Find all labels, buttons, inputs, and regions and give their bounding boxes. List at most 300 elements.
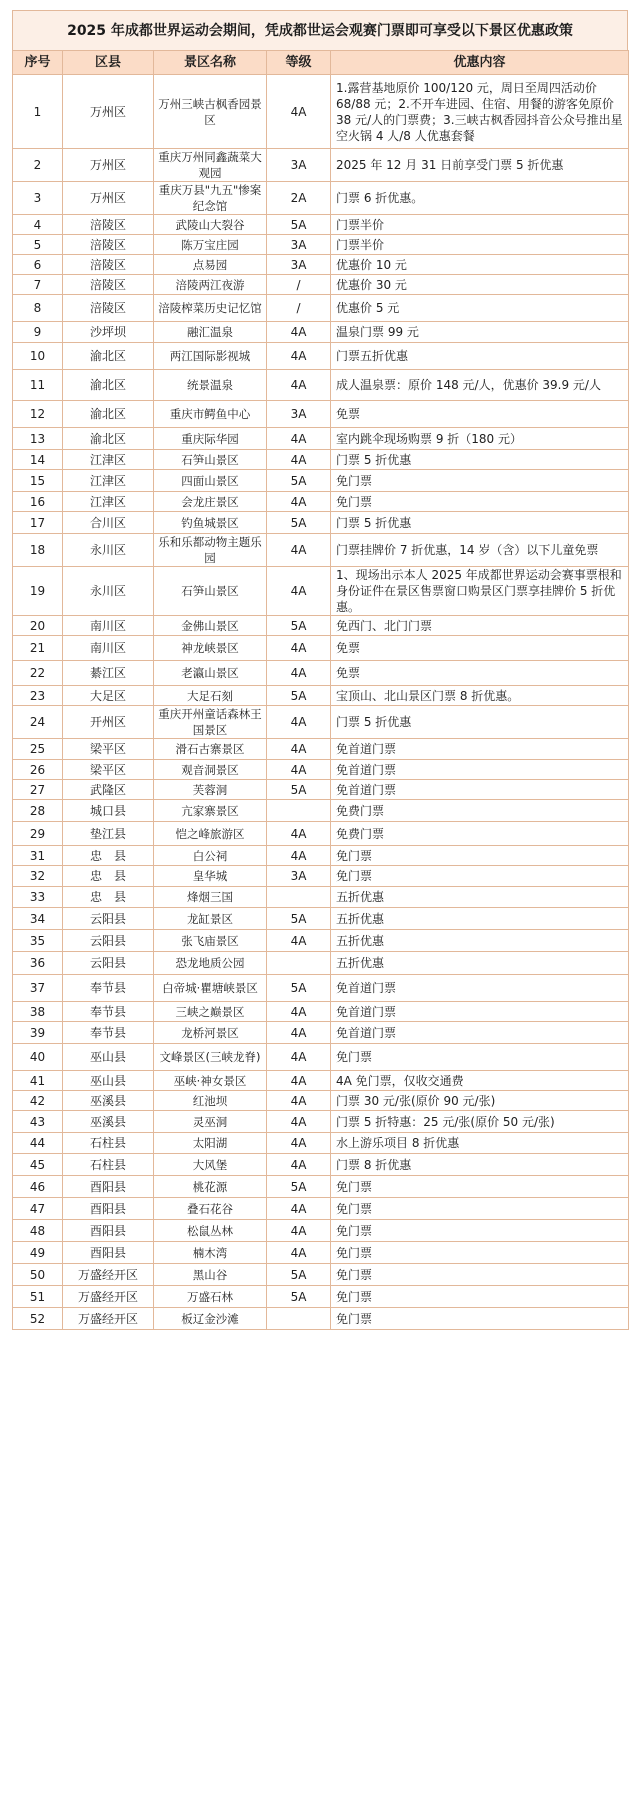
table-row: [13, 739, 629, 760]
cell-district: 巫山县: [63, 1071, 154, 1091]
cell-offer: 门票 30 元/张(原价 90 元/张): [331, 1091, 629, 1111]
header-scenic-name: 景区名称: [154, 51, 267, 75]
cell-level: 4A: [267, 636, 331, 661]
table-row: [13, 534, 629, 567]
cell-district: 酉阳县: [63, 1242, 154, 1264]
cell-offer: 五折优惠: [331, 952, 629, 975]
cell-offer: 门票 5 折优惠: [331, 512, 629, 534]
cell-no: 7: [13, 275, 63, 295]
cell-offer: 4A 免门票，仅收交通费: [331, 1071, 629, 1091]
cell-level: 3A: [267, 235, 331, 255]
cell-no: 32: [13, 866, 63, 887]
cell-level: 2A: [267, 182, 331, 215]
header-offer: 优惠内容: [331, 51, 629, 75]
table-row: [13, 760, 629, 780]
cell-level: 4A: [267, 1044, 331, 1071]
cell-offer: 免门票: [331, 1264, 629, 1286]
cell-no: 29: [13, 822, 63, 846]
cell-level: /: [267, 295, 331, 322]
cell-level: 5A: [267, 1264, 331, 1286]
cell-level: 4A: [267, 930, 331, 952]
cell-level: 4A: [267, 1091, 331, 1111]
cell-no: 20: [13, 616, 63, 636]
table-row: [13, 492, 629, 512]
cell-level: 4A: [267, 822, 331, 846]
cell-no: 24: [13, 706, 63, 739]
cell-scenic-name: 石笋山景区: [154, 450, 267, 470]
cell-level: /: [267, 275, 331, 295]
cell-offer: 门票 5 折特惠：25 元/张(原价 50 元/张): [331, 1111, 629, 1133]
cell-level: 4A: [267, 450, 331, 470]
cell-no: 12: [13, 401, 63, 428]
cell-no: 42: [13, 1091, 63, 1111]
cell-district: 武隆区: [63, 780, 154, 800]
table-row: [13, 1022, 629, 1044]
cell-no: 39: [13, 1022, 63, 1044]
table-row: [13, 1154, 629, 1176]
cell-offer: 免首道门票: [331, 739, 629, 760]
cell-scenic-name: 黑山谷: [154, 1264, 267, 1286]
cell-offer: 免门票: [331, 1286, 629, 1308]
cell-district: 忠 县: [63, 887, 154, 908]
cell-offer: 门票 6 折优惠。: [331, 182, 629, 215]
cell-offer: 免门票: [331, 1044, 629, 1071]
cell-offer: 优惠价 30 元: [331, 275, 629, 295]
cell-scenic-name: 恺之峰旅游区: [154, 822, 267, 846]
cell-offer: 免门票: [331, 492, 629, 512]
cell-offer: 温泉门票 99 元: [331, 322, 629, 343]
table-row: [13, 636, 629, 661]
cell-scenic-name: 老瀛山景区: [154, 661, 267, 686]
cell-offer: 免费门票: [331, 800, 629, 822]
cell-scenic-name: 融汇温泉: [154, 322, 267, 343]
cell-no: 2: [13, 149, 63, 182]
cell-offer: 免西门、北门门票: [331, 616, 629, 636]
cell-scenic-name: 红池坝: [154, 1091, 267, 1111]
cell-no: 3: [13, 182, 63, 215]
cell-district: 渝北区: [63, 428, 154, 450]
cell-no: 36: [13, 952, 63, 975]
cell-district: 渝北区: [63, 370, 154, 401]
cell-offer: 门票挂牌价 7 折优惠，14 岁（含）以下儿童免票: [331, 534, 629, 567]
cell-scenic-name: 龙桥河景区: [154, 1022, 267, 1044]
cell-scenic-name: 观音洞景区: [154, 760, 267, 780]
cell-district: 梁平区: [63, 760, 154, 780]
cell-no: 33: [13, 887, 63, 908]
cell-level: 4A: [267, 661, 331, 686]
cell-level: 4A: [267, 1111, 331, 1133]
table-row: [13, 975, 629, 1002]
cell-no: 14: [13, 450, 63, 470]
table-row: [13, 401, 629, 428]
cell-level: [267, 952, 331, 975]
cell-scenic-name: 两江国际影视城: [154, 343, 267, 370]
cell-district: 酉阳县: [63, 1220, 154, 1242]
cell-offer: 门票五折优惠: [331, 343, 629, 370]
cell-no: 31: [13, 846, 63, 866]
table-row: [13, 800, 629, 822]
cell-level: 4A: [267, 567, 331, 616]
cell-scenic-name: 四面山景区: [154, 470, 267, 492]
cell-scenic-name: 灵巫洞: [154, 1111, 267, 1133]
cell-scenic-name: 巫峡·神女景区: [154, 1071, 267, 1091]
cell-no: 23: [13, 686, 63, 706]
cell-scenic-name: 钓鱼城景区: [154, 512, 267, 534]
cell-district: 南川区: [63, 636, 154, 661]
table-title: 2025 年成都世界运动会期间，凭成都世运会观赛门票即可享受以下景区优惠政策: [12, 10, 628, 50]
cell-level: [267, 887, 331, 908]
cell-no: 34: [13, 908, 63, 930]
table-row: [13, 661, 629, 686]
cell-no: 35: [13, 930, 63, 952]
cell-scenic-name: 武陵山大裂谷: [154, 215, 267, 235]
cell-district: 万盛经开区: [63, 1308, 154, 1330]
cell-district: 南川区: [63, 616, 154, 636]
cell-level: 4A: [267, 75, 331, 149]
cell-level: 4A: [267, 322, 331, 343]
cell-district: 巫溪县: [63, 1091, 154, 1111]
cell-district: 奉节县: [63, 1002, 154, 1022]
cell-level: 3A: [267, 866, 331, 887]
cell-district: 忠 县: [63, 866, 154, 887]
cell-level: 4A: [267, 1071, 331, 1091]
table-row: [13, 450, 629, 470]
cell-scenic-name: 滑石古寨景区: [154, 739, 267, 760]
cell-scenic-name: 白帝城·瞿塘峡景区: [154, 975, 267, 1002]
cell-district: 江津区: [63, 450, 154, 470]
cell-offer: 免门票: [331, 846, 629, 866]
cell-offer: 五折优惠: [331, 930, 629, 952]
cell-offer: 门票 5 折优惠: [331, 706, 629, 739]
cell-scenic-name: 重庆开州童话森林王国景区: [154, 706, 267, 739]
cell-offer: 免门票: [331, 1220, 629, 1242]
cell-offer: 免门票: [331, 866, 629, 887]
cell-scenic-name: 涪陵榨菜历史记忆馆: [154, 295, 267, 322]
cell-level: 4A: [267, 1198, 331, 1220]
cell-offer: 免票: [331, 636, 629, 661]
cell-scenic-name: 万州三峡古枫香园景区: [154, 75, 267, 149]
cell-district: 万州区: [63, 182, 154, 215]
table-row: [13, 1071, 629, 1091]
cell-offer: 五折优惠: [331, 887, 629, 908]
cell-district: 城口县: [63, 800, 154, 822]
cell-scenic-name: 重庆际华园: [154, 428, 267, 450]
table-row: [13, 1133, 629, 1154]
cell-district: 涪陵区: [63, 235, 154, 255]
table-row: [13, 215, 629, 235]
cell-district: 永川区: [63, 534, 154, 567]
cell-no: 27: [13, 780, 63, 800]
cell-level: 4A: [267, 706, 331, 739]
table-row: [13, 275, 629, 295]
cell-offer: 成人温泉票：原价 148 元/人，优惠价 39.9 元/人: [331, 370, 629, 401]
table-row: [13, 1002, 629, 1022]
cell-no: 8: [13, 295, 63, 322]
cell-no: 26: [13, 760, 63, 780]
table-row: [13, 295, 629, 322]
cell-district: 巫溪县: [63, 1111, 154, 1133]
cell-district: 涪陵区: [63, 255, 154, 275]
cell-level: 4A: [267, 343, 331, 370]
cell-no: 52: [13, 1308, 63, 1330]
cell-offer: 门票 8 折优惠: [331, 1154, 629, 1176]
table-row: [13, 370, 629, 401]
cell-district: 万盛经开区: [63, 1264, 154, 1286]
cell-no: 1: [13, 75, 63, 149]
cell-offer: 免首道门票: [331, 975, 629, 1002]
cell-district: 綦江区: [63, 661, 154, 686]
cell-level: 5A: [267, 1176, 331, 1198]
cell-offer: 免门票: [331, 1308, 629, 1330]
cell-district: 永川区: [63, 567, 154, 616]
table-row: [13, 1220, 629, 1242]
table-row: [13, 1198, 629, 1220]
table-row: [13, 780, 629, 800]
cell-district: 云阳县: [63, 952, 154, 975]
cell-scenic-name: 会龙庄景区: [154, 492, 267, 512]
cell-offer: 五折优惠: [331, 908, 629, 930]
cell-district: 沙坪坝: [63, 322, 154, 343]
cell-no: 40: [13, 1044, 63, 1071]
table-row: [13, 1044, 629, 1071]
cell-district: 万盛经开区: [63, 1286, 154, 1308]
cell-no: 37: [13, 975, 63, 1002]
table-row: [13, 908, 629, 930]
table-row: [13, 616, 629, 636]
header-no: 序号: [13, 51, 63, 75]
cell-no: 4: [13, 215, 63, 235]
table-row: [13, 567, 629, 616]
cell-offer: 免票: [331, 661, 629, 686]
table-row: [13, 255, 629, 275]
cell-scenic-name: 烽烟三国: [154, 887, 267, 908]
cell-scenic-name: 亢家寨景区: [154, 800, 267, 822]
cell-offer: 水上游乐项目 8 折优惠: [331, 1133, 629, 1154]
table-row: [13, 952, 629, 975]
cell-no: 38: [13, 1002, 63, 1022]
policy-table-sheet: [12, 10, 628, 1795]
table-row: [13, 822, 629, 846]
cell-scenic-name: 楠木湾: [154, 1242, 267, 1264]
cell-level: 4A: [267, 1002, 331, 1022]
offer-table: [12, 50, 629, 1330]
cell-district: 石柱县: [63, 1154, 154, 1176]
cell-no: 15: [13, 470, 63, 492]
table-row: [13, 322, 629, 343]
cell-scenic-name: 皇华城: [154, 866, 267, 887]
cell-level: 4A: [267, 1154, 331, 1176]
header-district: 区县: [63, 51, 154, 75]
cell-district: 涪陵区: [63, 275, 154, 295]
cell-offer: 免费门票: [331, 822, 629, 846]
table-row: [13, 182, 629, 215]
cell-scenic-name: 万盛石林: [154, 1286, 267, 1308]
cell-no: 21: [13, 636, 63, 661]
cell-offer: 免首道门票: [331, 1002, 629, 1022]
cell-district: 开州区: [63, 706, 154, 739]
cell-scenic-name: 白公祠: [154, 846, 267, 866]
cell-no: 19: [13, 567, 63, 616]
cell-no: 45: [13, 1154, 63, 1176]
cell-scenic-name: 神龙峡景区: [154, 636, 267, 661]
cell-offer: 优惠价 10 元: [331, 255, 629, 275]
cell-level: 4A: [267, 846, 331, 866]
table-row: [13, 343, 629, 370]
cell-level: 4A: [267, 760, 331, 780]
cell-district: 巫山县: [63, 1044, 154, 1071]
cell-level: 4A: [267, 1220, 331, 1242]
table-row: [13, 1286, 629, 1308]
cell-no: 48: [13, 1220, 63, 1242]
cell-district: 渝北区: [63, 401, 154, 428]
cell-no: 51: [13, 1286, 63, 1308]
cell-level: [267, 800, 331, 822]
cell-scenic-name: 重庆市鳄鱼中心: [154, 401, 267, 428]
cell-district: 酉阳县: [63, 1176, 154, 1198]
cell-level: 4A: [267, 370, 331, 401]
cell-district: 涪陵区: [63, 295, 154, 322]
table-row: [13, 75, 629, 149]
cell-no: 43: [13, 1111, 63, 1133]
cell-level: 5A: [267, 470, 331, 492]
cell-offer: 免首道门票: [331, 780, 629, 800]
table-row: [13, 1111, 629, 1133]
cell-no: 50: [13, 1264, 63, 1286]
cell-district: 酉阳县: [63, 1198, 154, 1220]
cell-offer: 免首道门票: [331, 760, 629, 780]
table-row: [13, 866, 629, 887]
table-row: [13, 470, 629, 492]
cell-scenic-name: 点易园: [154, 255, 267, 275]
cell-no: 28: [13, 800, 63, 822]
cell-offer: 室内跳伞现场购票 9 折（180 元）: [331, 428, 629, 450]
cell-no: 9: [13, 322, 63, 343]
cell-district: 涪陵区: [63, 215, 154, 235]
cell-level: 4A: [267, 1133, 331, 1154]
table-row: [13, 686, 629, 706]
table-row: [13, 846, 629, 866]
cell-offer: 宝顶山、北山景区门票 8 折优惠。: [331, 686, 629, 706]
cell-offer: 门票半价: [331, 215, 629, 235]
cell-district: 江津区: [63, 492, 154, 512]
cell-level: [267, 1308, 331, 1330]
cell-district: 石柱县: [63, 1133, 154, 1154]
cell-scenic-name: 太阳湖: [154, 1133, 267, 1154]
cell-level: 4A: [267, 1242, 331, 1264]
cell-offer: 2025 年 12 月 31 日前享受门票 5 折优惠: [331, 149, 629, 182]
cell-level: 5A: [267, 780, 331, 800]
cell-offer: 门票半价: [331, 235, 629, 255]
table-row: [13, 1091, 629, 1111]
table-row: [13, 512, 629, 534]
cell-scenic-name: 张飞庙景区: [154, 930, 267, 952]
cell-no: 49: [13, 1242, 63, 1264]
table-row: [13, 1242, 629, 1264]
cell-level: 5A: [267, 686, 331, 706]
cell-scenic-name: 涪陵两江夜游: [154, 275, 267, 295]
cell-scenic-name: 龙缸景区: [154, 908, 267, 930]
cell-district: 云阳县: [63, 930, 154, 952]
cell-level: 5A: [267, 215, 331, 235]
cell-district: 忠 县: [63, 846, 154, 866]
table-row: [13, 930, 629, 952]
cell-scenic-name: 统景温泉: [154, 370, 267, 401]
cell-offer: 免票: [331, 401, 629, 428]
table-row: [13, 235, 629, 255]
cell-district: 万州区: [63, 149, 154, 182]
cell-level: 5A: [267, 908, 331, 930]
cell-level: 5A: [267, 512, 331, 534]
cell-no: 47: [13, 1198, 63, 1220]
cell-scenic-name: 石笋山景区: [154, 567, 267, 616]
cell-scenic-name: 金佛山景区: [154, 616, 267, 636]
cell-scenic-name: 芙蓉洞: [154, 780, 267, 800]
cell-scenic-name: 乐和乐都动物主题乐园: [154, 534, 267, 567]
cell-scenic-name: 大足石刻: [154, 686, 267, 706]
table-row: [13, 149, 629, 182]
table-row: [13, 1176, 629, 1198]
header-row: [13, 51, 629, 75]
cell-no: 18: [13, 534, 63, 567]
cell-district: 梁平区: [63, 739, 154, 760]
table-row: [13, 887, 629, 908]
cell-level: 5A: [267, 616, 331, 636]
cell-offer: 1、现场出示本人 2025 年成都世界运动会赛事票根和身份证件在景区售票窗口购景区门票享挂牌价 5 折优惠。: [331, 567, 629, 616]
cell-scenic-name: 桃花源: [154, 1176, 267, 1198]
cell-scenic-name: 板辽金沙滩: [154, 1308, 267, 1330]
cell-offer: 免门票: [331, 1242, 629, 1264]
cell-scenic-name: 大风堡: [154, 1154, 267, 1176]
cell-district: 奉节县: [63, 975, 154, 1002]
cell-offer: 1.露营基地原价 100/120 元，周日至周四活动价 68/88 元；2.不开车进园、住宿、用餐的游客免原价 38 元/人的门票费；3.三峡古枫香园抖音公众号推出星空火锅 4 人/8 人优惠套餐: [331, 75, 629, 149]
cell-scenic-name: 重庆万州同鑫蔬菜大观园: [154, 149, 267, 182]
cell-district: 渝北区: [63, 343, 154, 370]
cell-level: 5A: [267, 975, 331, 1002]
cell-offer: 免首道门票: [331, 1022, 629, 1044]
cell-no: 13: [13, 428, 63, 450]
cell-offer: 免门票: [331, 470, 629, 492]
cell-district: 云阳县: [63, 908, 154, 930]
cell-level: 3A: [267, 401, 331, 428]
cell-no: 16: [13, 492, 63, 512]
cell-district: 江津区: [63, 470, 154, 492]
cell-no: 11: [13, 370, 63, 401]
cell-level: 3A: [267, 255, 331, 275]
cell-district: 垫江县: [63, 822, 154, 846]
cell-no: 46: [13, 1176, 63, 1198]
cell-level: 4A: [267, 428, 331, 450]
cell-district: 合川区: [63, 512, 154, 534]
cell-scenic-name: 松鼠丛林: [154, 1220, 267, 1242]
header-level: 等级: [267, 51, 331, 75]
cell-scenic-name: 三峡之巅景区: [154, 1002, 267, 1022]
cell-no: 25: [13, 739, 63, 760]
cell-level: 4A: [267, 492, 331, 512]
cell-scenic-name: 恐龙地质公园: [154, 952, 267, 975]
cell-offer: 门票 5 折优惠: [331, 450, 629, 470]
cell-district: 万州区: [63, 75, 154, 149]
cell-level: 5A: [267, 1286, 331, 1308]
cell-scenic-name: 文峰景区(三峡龙脊): [154, 1044, 267, 1071]
cell-level: 3A: [267, 149, 331, 182]
cell-scenic-name: 叠石花谷: [154, 1198, 267, 1220]
cell-offer: 免门票: [331, 1176, 629, 1198]
table-row: [13, 1308, 629, 1330]
table-row: [13, 1264, 629, 1286]
cell-no: 17: [13, 512, 63, 534]
cell-level: 4A: [267, 739, 331, 760]
cell-no: 41: [13, 1071, 63, 1091]
